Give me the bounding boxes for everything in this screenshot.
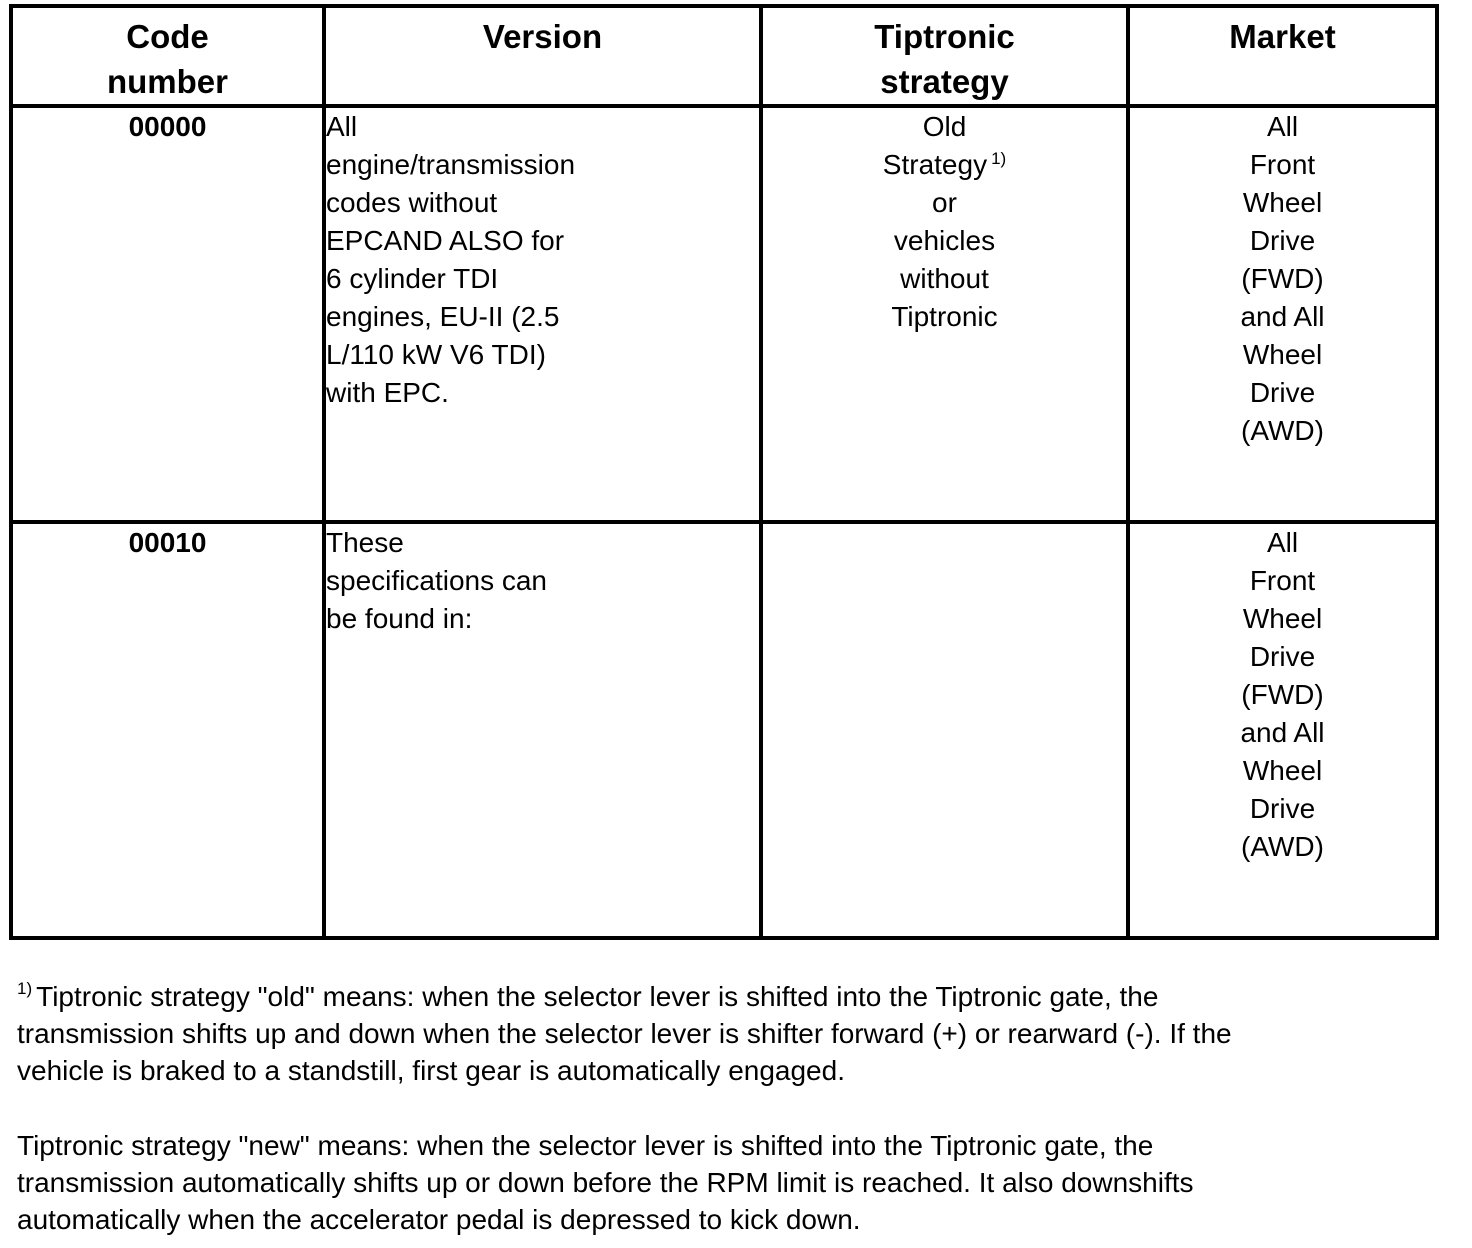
header-text: Version <box>482 18 603 55</box>
market-text: Front <box>1249 149 1316 180</box>
market-text: and All <box>1240 301 1325 332</box>
tiptronic-text: Tiptronic <box>891 301 998 332</box>
market-text: Wheel <box>1242 339 1323 370</box>
version-text: engines, EU-II (2.5 <box>326 301 560 332</box>
code-number: 00010 <box>128 527 207 558</box>
note-line: automatically when the accelerator pedal is depressed to kick down. <box>17 1204 861 1235</box>
tiptronic-strategy-cell <box>761 522 1128 938</box>
footnote-marker: 1) <box>17 979 33 998</box>
market-cell <box>1128 106 1437 522</box>
footnote-line <box>17 978 1457 1015</box>
tiptronic-text: or <box>932 187 957 218</box>
table-header-row <box>11 6 1437 106</box>
market-text: Drive <box>1249 225 1316 256</box>
header-text: Tiptronic <box>874 18 1015 55</box>
footnote-line: vehicle is braked to a standstill, first gear is automatically engaged. <box>17 1055 845 1086</box>
version-cell <box>324 522 761 938</box>
tiptronic-text: vehicles <box>893 225 996 256</box>
header-tiptronic-strategy <box>761 6 1128 106</box>
market-text: (AWD) <box>1241 831 1324 862</box>
table-row <box>11 106 1437 522</box>
version-text: All <box>326 111 358 142</box>
header-market <box>1128 6 1437 106</box>
market-text: (FWD) <box>1241 263 1324 294</box>
footnotes <box>17 978 1457 1238</box>
code-cell <box>11 106 324 522</box>
market-text: (FWD) <box>1241 679 1324 710</box>
header-version <box>324 6 761 106</box>
header-code-number <box>11 6 324 106</box>
header-text: Market <box>1229 18 1336 55</box>
note-line: transmission automatically shifts up or down before the RPM limit is reached. It also downshifts <box>17 1167 1194 1198</box>
market-text: Wheel <box>1242 187 1323 218</box>
code-number: 00000 <box>128 111 207 142</box>
market-text: Drive <box>1249 641 1316 672</box>
header-text: Code <box>126 18 209 55</box>
market-text: Front <box>1249 565 1316 596</box>
market-text: (AWD) <box>1241 415 1324 446</box>
version-text: engine/transmission <box>326 149 576 180</box>
market-text: All <box>1266 111 1299 142</box>
market-text: Wheel <box>1242 755 1323 786</box>
market-text: Drive <box>1249 793 1316 824</box>
specification-table <box>9 4 1439 940</box>
footnote-text: Tiptronic strategy "old" means: when the selector lever is shifted into the Tiptronic gate, the <box>36 981 1159 1012</box>
version-text: with EPC. <box>326 377 449 408</box>
footnote-marker: 1) <box>991 149 1007 168</box>
code-cell <box>11 522 324 938</box>
tiptronic-strategy-cell <box>761 106 1128 522</box>
tiptronic-text-with-footnote <box>763 146 1126 184</box>
footnote-old-strategy <box>17 978 1457 1089</box>
tiptronic-text: without <box>900 263 989 294</box>
market-text: and All <box>1240 717 1325 748</box>
header-text: number <box>106 63 228 100</box>
version-text: L/110 kW V6 TDI) <box>326 339 546 370</box>
version-text: 6 cylinder TDI <box>326 263 499 294</box>
note-line: Tiptronic strategy "new" means: when the selector lever is shifted into the Tiptronic gate, the <box>17 1130 1154 1161</box>
header-text: strategy <box>880 63 1009 100</box>
market-text: Drive <box>1249 377 1316 408</box>
version-text: specifications can <box>326 565 548 596</box>
market-text: All <box>1266 527 1299 558</box>
table-row <box>11 522 1437 938</box>
version-text: codes without <box>326 187 498 218</box>
market-cell <box>1128 522 1437 938</box>
version-text: be found in: <box>326 603 473 634</box>
market-text: Wheel <box>1242 603 1323 634</box>
version-text: These <box>326 527 404 558</box>
tiptronic-text: Strategy <box>882 149 988 180</box>
version-cell <box>324 106 761 522</box>
footnote-line: transmission shifts up and down when the selector lever is shifter forward (+) or rearward (-). If the <box>17 1018 1232 1049</box>
version-text: EPCAND ALSO for <box>326 225 565 256</box>
note-new-strategy <box>17 1127 1457 1238</box>
tiptronic-text: Old <box>922 111 967 142</box>
